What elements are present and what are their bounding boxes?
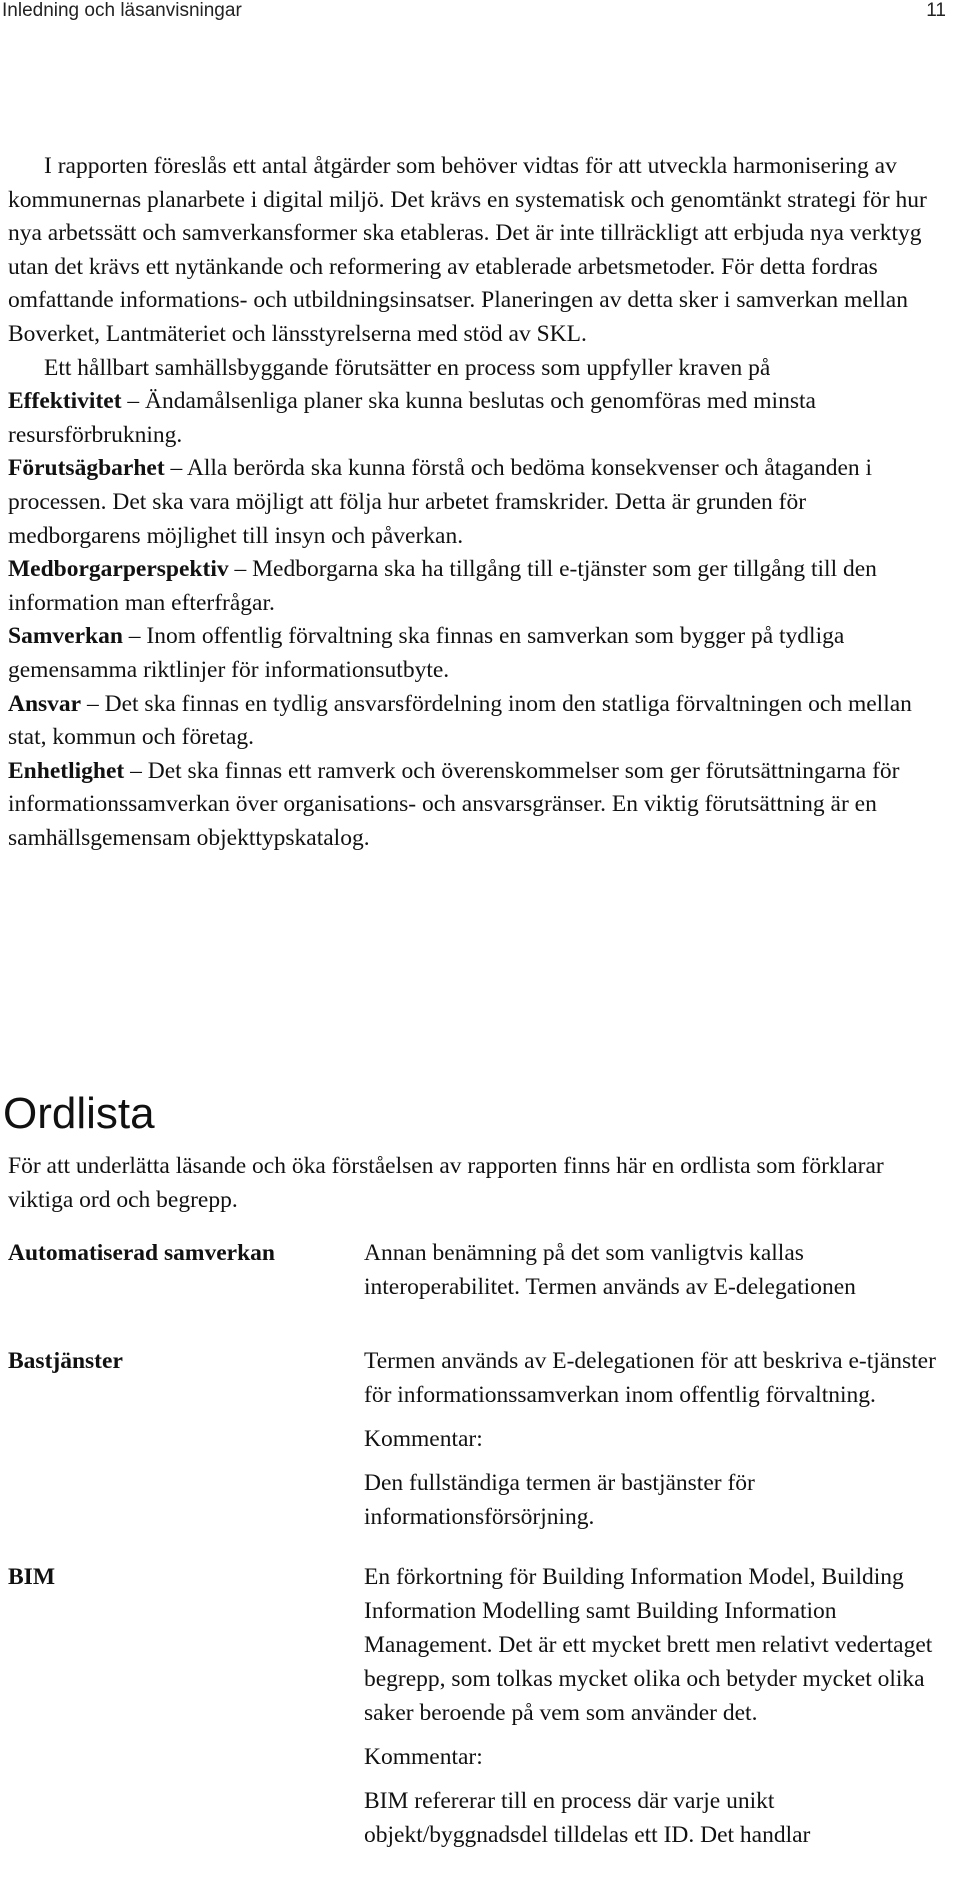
glossary-definition [364,1344,944,1544]
definition-text: Termen används av E-delegationen för att beskriva e-tjänster för informationssamverkan inom offentlig förvaltning. [364,1348,936,1408]
requirement-text: – Alla berörda ska kunna förstå och bedöma konsekvenser och åtaganden i processen. Det ska vara möjligt att följa hur arbetet framskrider. Detta är grunden för medborgarens möjlighet till insyn och påverkan. [8,455,873,549]
requirement-term: Medborgarperspektiv [8,556,229,583]
requirement-item [8,553,940,620]
requirement-term: Samverkan [8,623,123,650]
definition-text: En förkortning för Building Information Model, Building Information Modelling samt Building Information Management. Det är ett mycket brett men relativt vedertaget begrepp, som tolkas mycket olika och betyder mycket olika saker beroende på vem som använder det. [364,1564,933,1726]
page-header [0,0,960,26]
definition-text: Annan benämning på det som vanligtvis kallas interoperabilitet. Termen används av E-delegationen [364,1240,856,1300]
glossary-term: Automatiserad samverkan [8,1240,275,1266]
comment-label: Kommentar: [364,1426,483,1452]
requirement-text: – Ändamålsenliga planer ska kunna beslutas och genomföras med minsta resursförbrukning. [8,388,816,448]
definition-text: Den fullständiga termen är bastjänster för informationsförsörjning. [364,1470,755,1530]
requirement-text: – Det ska finnas ett ramverk och överenskommelser som ger förutsättningarna för informationssamverkan över organisations- och ansvarsgränser. En viktig förutsättning är en samhällsgemensam objekttypskatalog. [8,757,900,851]
glossary-intro: För att underlätta läsande och öka förståelsen av rapporten finns här en ordlista som förklarar viktiga ord och begrepp. [8,1153,884,1213]
body-text [0,150,960,855]
chapter-title: Inledning och läsanvisningar [2,0,242,21]
glossary-term: BIM [8,1564,55,1590]
requirement-text: – Inom offentlig förvaltning ska finnas en samverkan som bygger på tydliga gemensamma riktlinjer för informationsutbyte. [8,623,845,683]
glossary-definition [364,1560,944,1862]
requirements-intro: Ett hållbart samhällsbyggande förutsätter en process som uppfyller kraven på [44,354,771,381]
requirement-item [8,385,940,452]
comment-label: Kommentar: [364,1744,483,1770]
glossary-heading: Ordlista [3,1089,155,1138]
requirement-text: – Det ska finnas en tydlig ansvarsfördelning inom den statliga förvaltningen och mellan stat, kommun och företag. [8,690,912,751]
glossary-definition [364,1236,944,1314]
requirement-item [8,688,940,755]
requirement-text: – Medborgarna ska ha tillgång till e-tjänster som ger tillgång till den information man efterfrågar. [8,556,877,616]
requirement-term: Ansvar [8,690,82,717]
requirement-term: Förutsägbarhet [8,455,165,482]
page-number: 11 [926,0,946,21]
requirement-term: Enhetlighet [8,757,125,784]
glossary-term: Bastjänster [8,1348,123,1374]
requirement-item [8,755,940,856]
requirement-term: Effektivitet [8,388,122,415]
requirement-item [8,452,940,553]
requirement-item [8,620,940,687]
intro-paragraph: I rapporten föreslås ett antal åtgärder som behöver vidtas för att utveckla harmonisering av kommunernas planarbete i digital miljö. Det krävs en systematisk och genomtänkt strategi för hur nya arbetssätt och samverkansformer ska etableras. Det är inte tillräckligt att erbjuda nya verktyg utan det krävs ett nytänkande och reformering av etablerade arbetsmetoder. För detta fordras omfattande informations- och utbildningsinsatser. Planeringen av detta sker i samverkan mellan Boverket, Lantmäteriet och länsstyrelserna med stöd av SKL. [8,153,927,347]
definition-text: BIM refererar till en process där varje unikt objekt/byggnadsdel tilldelas ett ID. Det handlar [364,1788,811,1848]
